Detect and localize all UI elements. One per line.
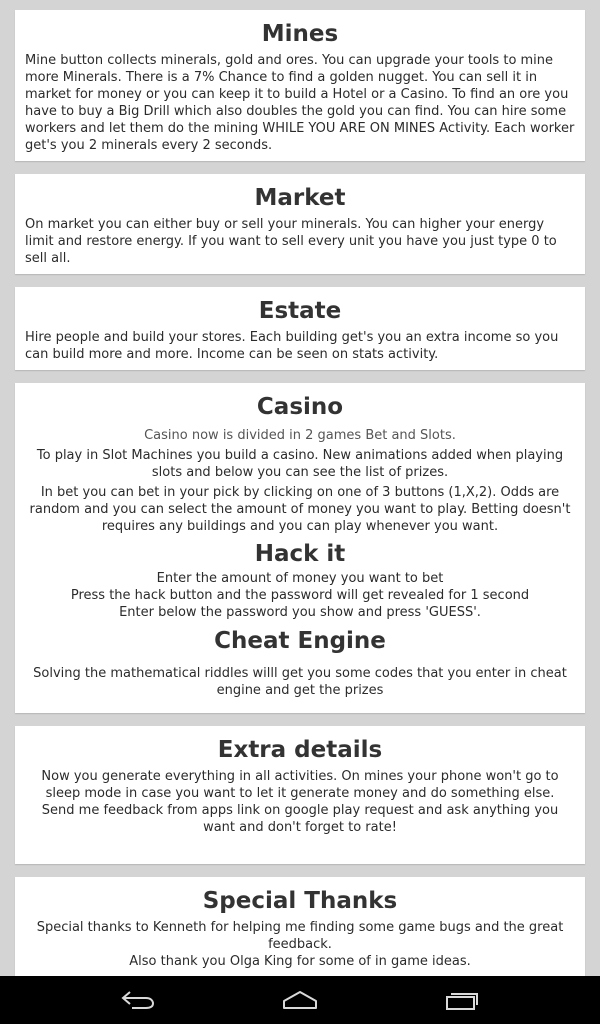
extra-card bbox=[15, 726, 585, 864]
estate-card bbox=[15, 287, 585, 370]
market-card bbox=[15, 174, 585, 274]
home-icon bbox=[281, 990, 319, 1010]
extra-title: Extra details bbox=[217, 737, 383, 763]
thanks-text-2: Also thank you Olga King for some of in game ideas. bbox=[129, 954, 471, 969]
recent-apps-icon bbox=[444, 989, 480, 1011]
recent-apps-button[interactable] bbox=[432, 984, 492, 1016]
market-title: Market bbox=[254, 185, 346, 211]
system-navigation-bar bbox=[0, 976, 600, 1024]
mines-title: Mines bbox=[261, 21, 339, 47]
hack-line-3: Enter below the password you show and press 'GUESS'. bbox=[119, 605, 481, 620]
hack-line-1: Enter the amount of money you want to bet bbox=[156, 571, 444, 586]
cheat-title: Cheat Engine bbox=[214, 628, 386, 654]
thanks-card bbox=[15, 877, 585, 976]
casino-slots-text: To play in Slot Machines you build a casino. New animations added when playing slots and below you can see the list of prizes. bbox=[36, 448, 564, 480]
market-text: On market you can either buy or sell your minerals. You can higher your energy limit and restore energy. If you want to sell every unit you have you just type 0 to sell all. bbox=[25, 217, 557, 266]
thanks-title: Special Thanks bbox=[202, 888, 398, 914]
hack-line-2: Press the hack button and the password will get revealed for 1 second bbox=[70, 588, 530, 603]
back-arrow-icon bbox=[120, 990, 156, 1010]
hack-title: Hack it bbox=[254, 541, 346, 567]
estate-text: Hire people and build your stores. Each building get's you an extra income so you can build more and more. Income can be seen on stats activity. bbox=[25, 330, 559, 362]
extra-text-2: Send me feedback from apps link on google play request and ask anything you want and don't forget to rate! bbox=[41, 803, 559, 835]
thanks-text-1: Special thanks to Kenneth for helping me finding some game bugs and the great feedback. bbox=[36, 920, 564, 952]
mines-card bbox=[15, 10, 585, 161]
mines-text: Mine button collects minerals, gold and ores. You can upgrade your tools to mine more Minerals. There is a 7% Chance to find a golden nugget. You can sell it in market for money or you can keep it to build a Hotel or a Casino. To find an ore you have to buy a Big Drill which also doubles the gold you can find. You can hire some workers and let them do the mining WHILE YOU ARE ON MINES Activity. Each worker get's you 2 minerals every 2 seconds. bbox=[25, 53, 575, 153]
back-button[interactable] bbox=[108, 984, 168, 1016]
casino-bet-text: In bet you can bet in your pick by clicking on one of 3 buttons (1,X,2). Odds are random and you can select the amount of money you want to play. Betting doesn't requires any buildings and you can play whenever you want. bbox=[29, 485, 571, 534]
casino-card bbox=[15, 383, 585, 713]
casino-subtitle: Casino now is divided in 2 games Bet and Slots. bbox=[144, 428, 456, 443]
extra-text-1: Now you generate everything in all activities. On mines your phone won't go to sleep mode in case you want to let it generate money and do something else. bbox=[41, 769, 559, 801]
home-button[interactable] bbox=[270, 984, 330, 1016]
cheat-text: Solving the mathematical riddles willl get you some codes that you enter in cheat engine and get the prizes bbox=[33, 666, 567, 698]
casino-title: Casino bbox=[256, 394, 344, 420]
estate-title: Estate bbox=[258, 298, 342, 324]
